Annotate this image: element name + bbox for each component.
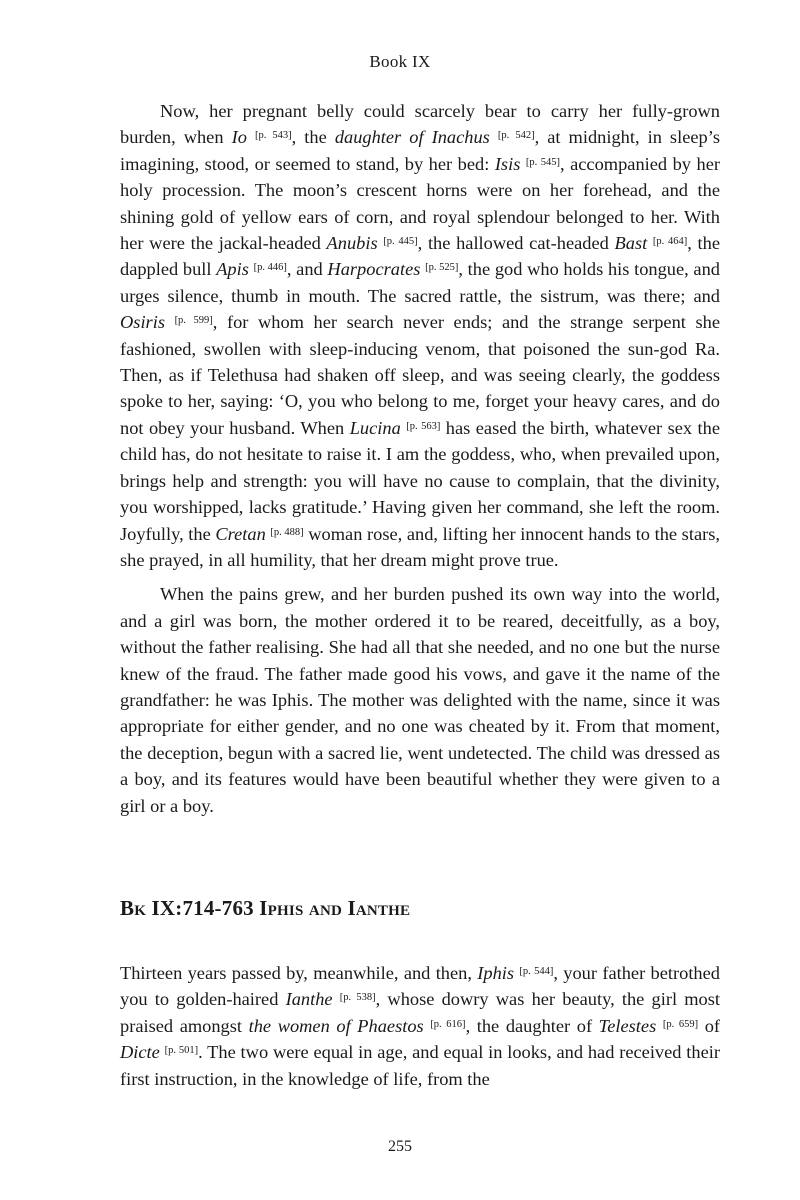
- name-link-telestes[interactable]: Telestes: [598, 1015, 657, 1036]
- name-link-io[interactable]: Io: [231, 127, 247, 148]
- text-run: of: [698, 1015, 721, 1036]
- text-run: . The two were equal in age, and equal in looks, and had received their first instruction, in the knowledge of life, from the: [120, 1042, 720, 1089]
- text-run: , for whom her search never ends; and the strange serpent she fashioned, swollen with sleep-inducing venom, that poisoned the sun-god Ra. Then, as if Telethusa had shaken off sleep, and was seeing clearly, the goddess spoke to her, saying: ‘O, you who belong to me, forget your heavy cares, and do not obey your husband. When: [120, 312, 720, 438]
- text-run: , the dappled bull: [120, 233, 720, 280]
- page-reference: [p. 544]: [519, 966, 554, 977]
- text-run: Now, her pregnant belly could scarcely bear to carry her fully-grown burden, when: [120, 101, 720, 148]
- text-run: , at midnight, in sleep’s imagining, stood, or seemed to stand, by her bed:: [120, 127, 720, 174]
- page-reference: [p. 488]: [270, 526, 304, 538]
- name-link-dicte[interactable]: Dicte: [120, 1042, 160, 1063]
- text-run: , the hallowed cat-headed: [417, 233, 615, 254]
- page-number: 255: [388, 1138, 412, 1155]
- page-reference: [p. 501]: [164, 1045, 199, 1057]
- page-reference: [p. 543]: [254, 130, 292, 142]
- running-head: Book IX: [369, 52, 431, 71]
- name-link-anubis[interactable]: Anubis: [326, 233, 378, 254]
- text-run: , your father betrothed you to golden-haired: [120, 963, 720, 1010]
- name-link-ianthe[interactable]: Ianthe: [285, 989, 333, 1010]
- page-reference: [p. 538]: [339, 992, 376, 1004]
- page-reference: [p. 545]: [525, 156, 561, 168]
- name-link-harpocrates[interactable]: Harpocrates: [327, 259, 421, 280]
- text-run: has eased the birth, whatever sex the child has, do not hesitate to raise it. I am the goddess, who, when prevailed upon, brings help and strength: you will have no cause to complain, that the divinity, you worshipped, lacks gratitude.’ Having given her command, she left the room. Joyfully, the: [120, 417, 720, 544]
- name-link-phaestos[interactable]: the women of Phaestos: [248, 1015, 424, 1036]
- page-reference: [p. 659]: [662, 1018, 699, 1030]
- page-reference: [p. 525]: [425, 262, 459, 274]
- paragraph-2: When the pains grew, and her burden pushed its own way into the world, and a girl was born, the mother ordered it to be reared, deceitfully, as a boy, without the father realising. She had all that she needed, and no one but the nurse knew of the fraud. The father made good his vows, and gave it the name of the grandfather: he was Iphis. The mother was delighted with the name, since it was appropriate for either gender, and no one was cheated by it. From that moment, the deception, begun with a sacred lie, went undetected. The child was dressed as a boy, and its features would have been beautiful whether they were given to a girl or a boy.: [120, 584, 720, 816]
- page-reference: [p. 464]: [652, 236, 688, 248]
- text-run: , the daughter of: [465, 1015, 599, 1036]
- name-link-cretan[interactable]: Cretan: [215, 523, 266, 544]
- text-run: , and: [286, 259, 328, 280]
- section-text: [120, 960, 720, 1092]
- name-link-isis[interactable]: Isis: [494, 153, 521, 174]
- text-run: Thirteen years passed by, meanwhile, and then,: [120, 963, 478, 983]
- name-link-inachus[interactable]: daughter of Inachus: [334, 127, 490, 148]
- page-reference: [p. 446]: [253, 262, 287, 274]
- name-link-bast[interactable]: Bast: [614, 233, 648, 254]
- name-link-apis[interactable]: Apis: [216, 259, 249, 280]
- text-run: , whose dowry was her beauty, the girl most praised amongst: [120, 989, 721, 1036]
- paragraph-3: [120, 960, 720, 1092]
- page-reference: [p. 542]: [497, 130, 535, 142]
- paragraph-1: [120, 98, 720, 573]
- name-link-iphis[interactable]: Iphis: [477, 963, 515, 983]
- section-heading: Bk IX:714-763 Iphis and Ianthe: [120, 896, 411, 920]
- page-reference: [p. 445]: [383, 236, 418, 248]
- text-run: , the: [291, 127, 335, 148]
- text-run: woman rose, and, lifting her innocent hands to the stars, she prayed, in all humility, that her dream might prove true.: [120, 523, 720, 570]
- name-link-lucina[interactable]: Lucina: [349, 417, 401, 438]
- page-reference: [p. 563]: [406, 420, 441, 432]
- name-link-osiris[interactable]: Osiris: [120, 312, 165, 333]
- text-run: , the god who holds his tongue, and urges silence, thumb in mouth. The sacred rattle, the sistrum, was there; and: [120, 259, 720, 306]
- body-text: [120, 98, 720, 827]
- page-reference: [p. 616]: [430, 1018, 466, 1030]
- text-run: , accompanied by her holy procession. The moon’s crescent horns were on her forehead, and the shining gold of yellow ears of corn, and royal splendour belonged to her. With her were the jackal-headed: [120, 153, 720, 254]
- page-reference: [p. 599]: [174, 315, 213, 327]
